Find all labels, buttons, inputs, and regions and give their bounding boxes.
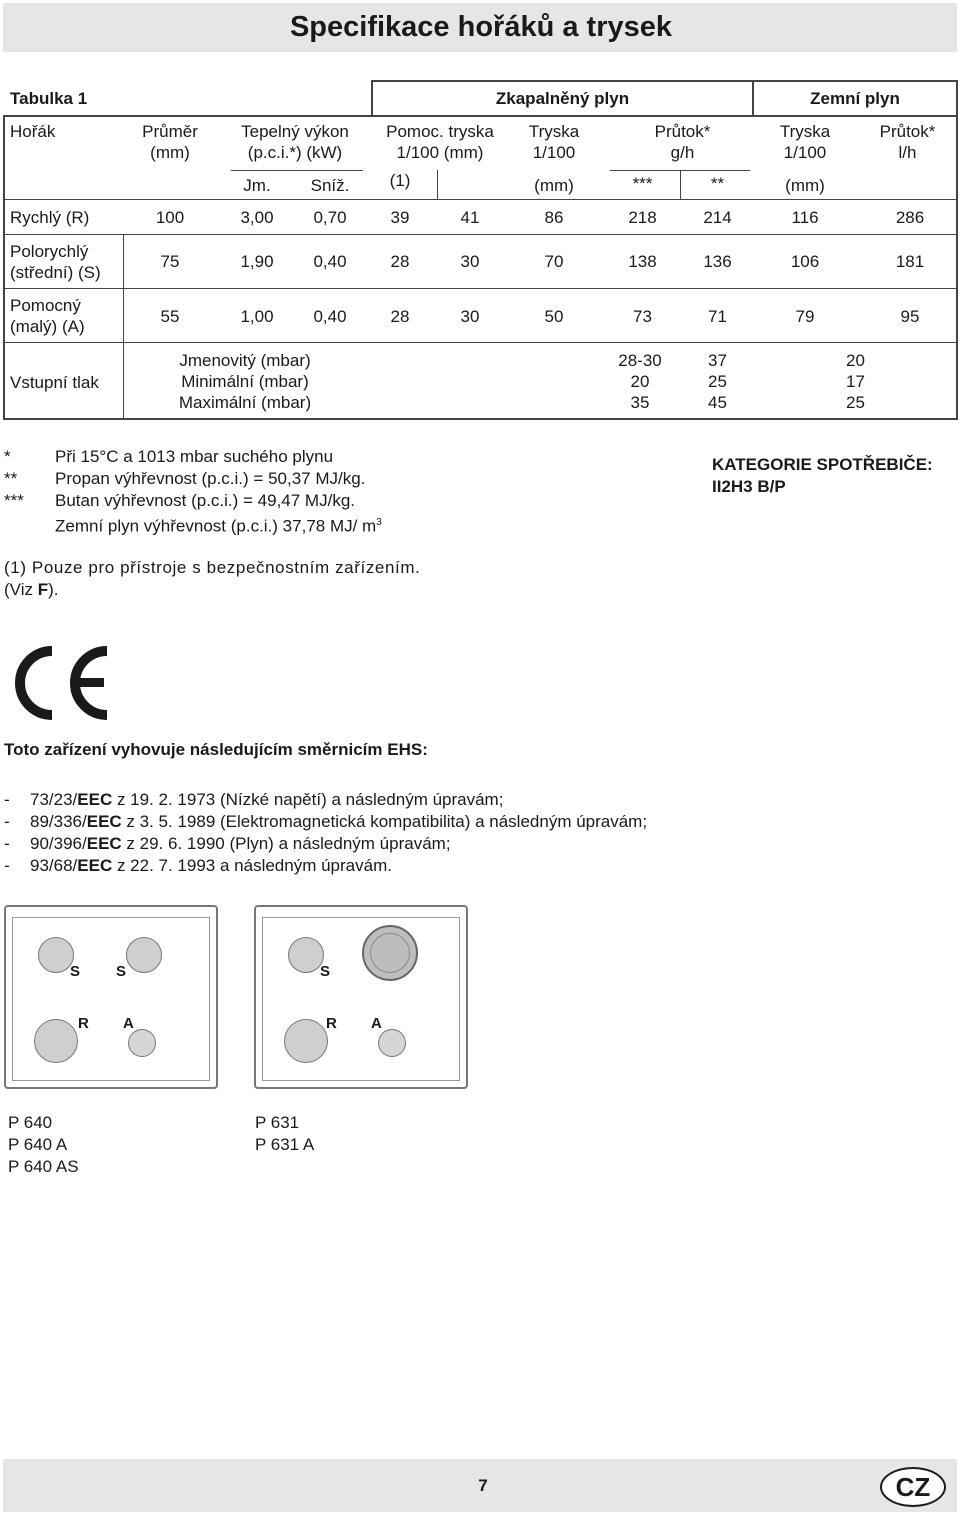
col-ng-nozzle-mm: (mm) (785, 176, 825, 195)
col-ng-flow-unit: l/h (898, 143, 917, 162)
cell-ng-flow: 95 (900, 307, 920, 326)
compliance-dash: - (4, 834, 10, 853)
model-name: P 640 A (8, 1135, 68, 1154)
burner-label: A (123, 1015, 134, 1032)
table-border (3, 115, 5, 420)
country-badge (880, 1467, 946, 1507)
cell-ng-flow: 286 (895, 208, 925, 227)
col-aux-nozzle-note: (1) (389, 171, 411, 190)
compliance-dash: - (4, 856, 10, 875)
table-caption: Tabulka 1 (10, 89, 88, 108)
col-ng-nozzle: Tryska (779, 122, 831, 141)
hob-diagram-p631 (254, 905, 468, 1089)
col-power-nominal: Jm. (243, 176, 271, 195)
burner-rapid (34, 1019, 78, 1063)
cell-flow-butane: 218 (628, 208, 657, 227)
model-name: P 631 (255, 1113, 300, 1132)
cell-power-nominal: 3,00 (240, 208, 274, 227)
cell-power-reduced: 0,40 (313, 307, 347, 326)
pressure-propane-min: 25 (708, 372, 727, 391)
footnote-marker: *** (4, 491, 24, 510)
compliance-section (0, 735, 960, 880)
compliance-heading: Toto zařízení vyhovuje následujícím směrnicím EHS: (4, 740, 428, 759)
cell-power-nominal: 1,00 (240, 307, 274, 326)
pressure-min-label: Minimální (mbar) (181, 372, 309, 391)
footnote-text: Při 15°C a 1013 mbar suchého plynu (55, 447, 334, 466)
cell-aux-2: 41 (460, 208, 480, 227)
footnote-text: Zemní plyn výhřevnost (p.c.i.) 37,78 MJ/ $m^3$ (55, 516, 382, 536)
footer-bar (3, 1459, 957, 1512)
compliance-item: 89/336/EEC z 3. 5. 1989 (Elektromagnetická kompatibilita) a následným úpravám; (30, 812, 648, 831)
spec-table (0, 0, 960, 430)
cell-flow-propane: 71 (708, 307, 727, 326)
appliance-category-label: KATEGORIE SPOTŘEBIČE: (712, 455, 933, 474)
burner-label: A (371, 1015, 382, 1032)
table-border (231, 170, 363, 171)
footnote-text: Butan výhřevnost (p.c.i.) = 49,47 MJ/kg. (55, 491, 355, 510)
country-code: CZ (895, 1472, 931, 1502)
burner-label: S (70, 963, 81, 980)
col-flow-propane: ** (710, 174, 725, 193)
footnote-marker: * (4, 447, 11, 466)
burner-rapid (284, 1019, 328, 1063)
cell-nozzle: 86 (544, 208, 564, 227)
col-diameter-unit: (mm) (150, 143, 190, 162)
burner-label: S (116, 963, 127, 980)
compliance-item: 90/396/EEC z 29. 6. 1990 (Plyn) a následným úpravám; (30, 834, 451, 853)
cell-aux-2: 30 (460, 252, 480, 271)
cell-diameter: 75 (160, 252, 180, 271)
burner-semi-rapid-left (38, 937, 74, 973)
burner-label: R (326, 1015, 337, 1032)
cell-power-reduced: 0,40 (313, 252, 347, 271)
burner-auxiliary (128, 1029, 156, 1057)
col-ng-nozzle-unit: 1/100 (783, 143, 827, 162)
table-border (437, 170, 438, 199)
col-ng-flow: Průtok* (879, 122, 936, 141)
burner-semi-rapid-right (126, 937, 162, 973)
lpg-header: Zkapalněný plyn (495, 89, 630, 108)
compliance-item: 73/23/EEC z 19. 2. 1973 (Nízké napětí) a následným úpravám; (30, 790, 504, 809)
burner-semi-rapid (288, 937, 324, 973)
col-aux-nozzle: Pomoc. tryska (386, 122, 494, 141)
compliance-item: 93/68/EEC z 22. 7. 1993 a následným úpravám. (30, 856, 392, 875)
table-border (3, 234, 958, 235)
col-power: Tepelný výkon (241, 122, 349, 141)
model-name: P 640 AS (8, 1157, 79, 1176)
model-name: P 640 (8, 1113, 53, 1132)
cell-flow-butane: 73 (633, 307, 652, 326)
footnote-marker: ** (4, 469, 18, 488)
cell-aux-1: 28 (390, 307, 410, 326)
page-title: Specifikace hořáků a trysek (289, 11, 672, 43)
cell-power-reduced: 0,70 (313, 208, 347, 227)
col-power-reduced: Sníž. (310, 176, 350, 195)
pressure-butane-max: 35 (630, 393, 650, 412)
burner-auxiliary (378, 1029, 406, 1057)
cell-nozzle: 70 (544, 252, 564, 271)
ce-mark-icon (4, 643, 114, 723)
cell-ng-nozzle: 116 (791, 208, 819, 227)
pressure-nominal-label: Jmenovitý (mbar) (179, 351, 311, 370)
cell-aux-1: 39 (390, 208, 410, 227)
pressure-butane-min: 20 (630, 372, 650, 391)
row-burner-name: Rychlý (R) (10, 208, 90, 227)
col-power-unit: (p.c.i.*) (kW) (247, 143, 343, 162)
burner-wok (362, 925, 418, 981)
table-border (371, 80, 958, 82)
cell-diameter: 55 (160, 307, 180, 326)
cell-ng-nozzle: 79 (795, 307, 815, 326)
cell-flow-propane: 214 (703, 208, 732, 227)
pressure-label: Vstupní tlak (10, 373, 99, 392)
table-border (3, 115, 958, 117)
pressure-propane-max: 45 (708, 393, 727, 412)
col-nozzle: Tryska (528, 122, 580, 141)
row-burner-subname: (malý) (A) (10, 317, 85, 336)
pressure-butane-nominal: 28-30 (618, 351, 662, 370)
superscript: 3 (376, 517, 382, 528)
cell-aux-2: 30 (460, 307, 480, 326)
footnotes (0, 440, 960, 600)
compliance-dash: - (4, 790, 10, 809)
pressure-propane-nominal: 37 (708, 351, 727, 370)
cell-diameter: 100 (155, 208, 185, 227)
hob-diagram-p640 (4, 905, 218, 1089)
col-flow-butane: *** (632, 174, 653, 193)
cell-nozzle: 50 (544, 307, 564, 326)
appliance-category-value: II2H3 B/P (712, 477, 786, 496)
page-number: 7 (478, 1476, 488, 1495)
burner-label: R (78, 1015, 89, 1032)
col-flow: Průtok* (654, 122, 711, 141)
cell-flow-butane: 138 (628, 252, 657, 271)
table-border (680, 170, 681, 199)
col-aux-nozzle-unit: 1/100 (mm) (396, 143, 484, 162)
row-burner-name: Pomocný (10, 296, 81, 315)
cell-power-nominal: 1,90 (240, 252, 274, 271)
table-border (3, 342, 958, 343)
cell-ng-flow: 181 (895, 252, 925, 271)
row-burner-subname: (střední) (S) (10, 263, 101, 282)
table-border (123, 234, 124, 419)
col-burner: Hořák (10, 122, 56, 141)
footnote-text: Propan výhřevnost (p.c.i.) = 50,37 MJ/kg. (55, 469, 366, 488)
table-border (3, 418, 958, 420)
pressure-natural-min: 17 (846, 372, 865, 391)
col-flow-unit: g/h (670, 143, 695, 162)
pressure-max-label: Maximální (mbar) (178, 393, 312, 412)
col-nozzle-unit: 1/100 (532, 143, 576, 162)
models-right (255, 1112, 455, 1162)
row-burner-name: Polorychlý (10, 242, 89, 261)
pressure-natural-max: 25 (846, 393, 865, 412)
col-diameter: Průměr (142, 122, 198, 141)
table-border (3, 199, 958, 200)
models-left (8, 1112, 208, 1182)
cell-flow-propane: 136 (703, 252, 732, 271)
model-name: P 631 A (255, 1135, 315, 1154)
table-border (3, 288, 958, 289)
natural-gas-header: Zemní plyn (810, 89, 900, 108)
compliance-dash: - (4, 812, 10, 831)
safety-note: (1) Pouze pro přístroje s bezpečnostním zařízením. (4, 558, 421, 577)
col-nozzle-mm: (mm) (534, 176, 574, 195)
cell-aux-1: 28 (390, 252, 410, 271)
safety-note-ref: (Viz F). (4, 580, 59, 599)
burner-label: S (320, 963, 331, 980)
table-border (956, 80, 958, 420)
cell-ng-nozzle: 106 (790, 252, 820, 271)
pressure-natural-nominal: 20 (846, 351, 865, 370)
